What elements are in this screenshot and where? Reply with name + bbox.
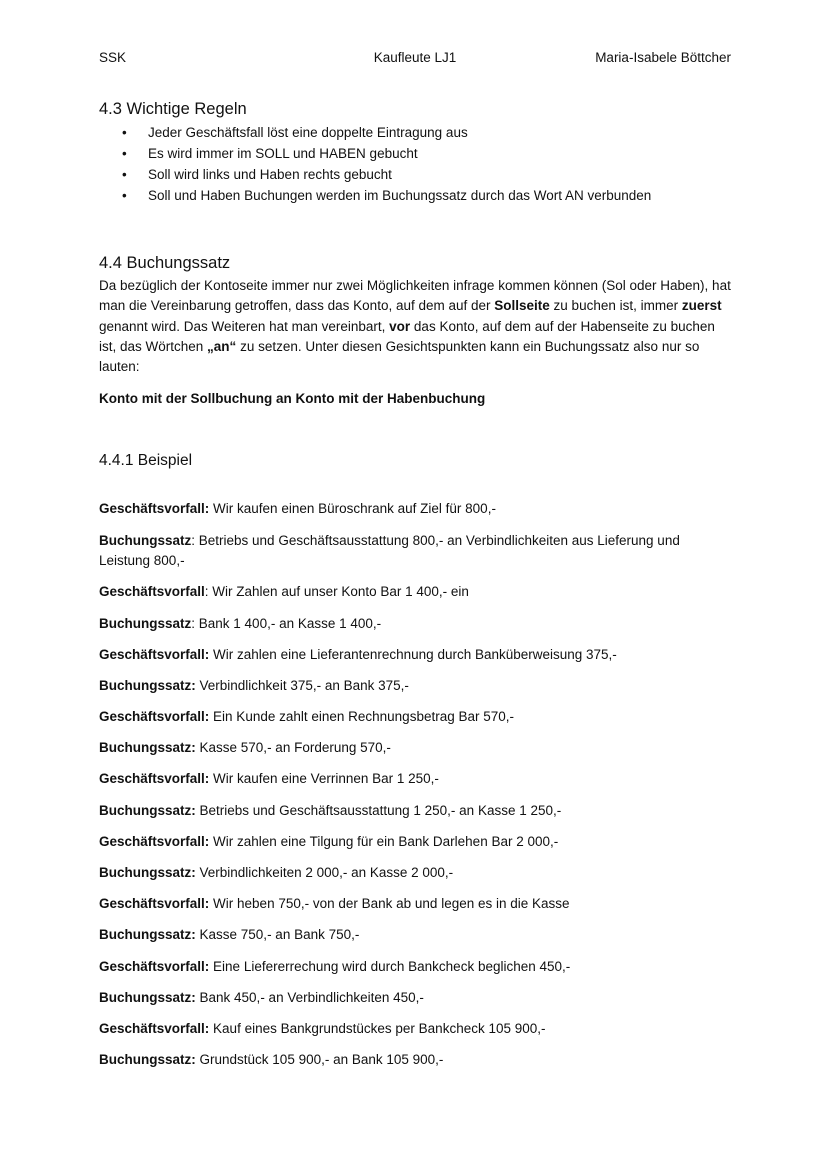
example-text: Verbindlichkeit 375,- an Bank 375,- <box>195 677 409 693</box>
header-center: Kaufleute LJ1 <box>373 50 457 65</box>
example-text: Ein Kunde zahlt einen Rechnungsbetrag Bar 570,- <box>209 709 515 725</box>
paragraph-text: genannt wird. Das Weiteren hat man vereinbart, <box>99 318 390 334</box>
example-row <box>99 499 731 520</box>
example-text: : Betriebs und Geschäftsausstattung 800,- an Verbindlichkeiten aus Lieferung und Leistung 800,- <box>99 532 680 569</box>
paragraph-text: zu setzen. Unter diesen Gesichtspunkten kann ein Buchungssatz also nur so lauten: <box>99 338 700 375</box>
header-right: Maria-Isabele Böttcher <box>595 50 731 65</box>
header-left: SSK <box>99 50 127 65</box>
bullet-icon: • <box>122 146 127 161</box>
example-label: Geschäftsvorfall: <box>99 1020 210 1036</box>
section-beispiel <box>99 450 731 1070</box>
example-row <box>99 676 731 697</box>
bullet-icon: • <box>122 125 127 140</box>
rules-list <box>99 122 731 206</box>
example-label: Geschäftsvorfall: <box>99 501 210 517</box>
example-text: Wir zahlen eine Tilgung für ein Bank Darlehen Bar 2 000,- <box>209 833 559 849</box>
example-label: Buchungssatz: <box>99 989 196 1005</box>
emphasis-text: zuerst <box>681 298 722 314</box>
example-row <box>99 738 731 759</box>
paragraph-text: zu buchen ist, immer <box>549 298 682 314</box>
section-heading: 4.3 Wichtige Regeln <box>99 100 247 118</box>
example-row <box>99 832 731 853</box>
example-row <box>99 531 731 572</box>
example-label: Buchungssatz: <box>99 865 196 881</box>
emphasis-text: Sollseite <box>494 298 550 314</box>
example-text: Betriebs und Geschäftsausstattung 1 250,- an Kasse 1 250,- <box>195 802 562 818</box>
example-label: Buchungssatz <box>99 532 192 548</box>
example-text: Wir kaufen eine Verrinnen Bar 1 250,- <box>209 771 439 787</box>
list-item <box>99 122 731 143</box>
example-row <box>99 925 731 946</box>
example-label: Geschäftsvorfall <box>99 584 205 600</box>
example-row <box>99 1019 731 1040</box>
example-label: Geschäftsvorfall: <box>99 771 210 787</box>
example-text: Wir heben 750,- von der Bank ab und legen es in die Kasse <box>209 896 570 912</box>
example-row <box>99 957 731 978</box>
example-label: Buchungssatz: <box>99 677 196 693</box>
example-label: Geschäftsvorfall: <box>99 833 210 849</box>
list-item-text: Soll und Haben Buchungen werden im Buchungssatz durch das Wort AN verbunden <box>148 188 652 203</box>
example-label: Geschäftsvorfall: <box>99 646 210 662</box>
example-text: : Wir Zahlen auf unser Konto Bar 1 400,- ein <box>204 584 469 600</box>
example-row <box>99 988 731 1009</box>
example-text: Kasse 570,- an Forderung 570,- <box>195 740 391 756</box>
example-text: Eine Liefererrechung wird durch Bankcheck beglichen 450,- <box>209 958 571 974</box>
body-paragraph <box>99 276 731 377</box>
page-header <box>99 50 731 70</box>
example-text: Kasse 750,- an Bank 750,- <box>195 927 360 943</box>
example-row <box>99 645 731 666</box>
list-item <box>99 164 731 185</box>
examples-list <box>99 499 731 1070</box>
example-label: Geschäftsvorfall: <box>99 958 210 974</box>
example-row <box>99 614 731 635</box>
example-label: Geschäftsvorfall: <box>99 896 210 912</box>
example-row <box>99 769 731 790</box>
example-label: Buchungssatz: <box>99 1052 196 1068</box>
list-item-text: Es wird immer im SOLL und HABEN gebucht <box>148 146 418 161</box>
example-label: Buchungssatz: <box>99 740 196 756</box>
example-text: Grundstück 105 900,- an Bank 105 900,- <box>195 1052 444 1068</box>
section-wichtige-regeln <box>99 98 731 206</box>
paragraph-text: Da bezüglich der Kontoseite immer nur zwei Möglichkeiten infrage kommen können (Sol oder Haben), hat man die Vereinbarung getroffen, dass das Konto, auf dem auf der <box>99 278 731 314</box>
list-item-text: Soll wird links und Haben rechts gebucht <box>148 167 392 182</box>
example-row <box>99 707 731 728</box>
example-text: Wir kaufen einen Büroschrank auf Ziel für 800,- <box>209 501 496 517</box>
subsection-heading: 4.4.1 Beispiel <box>99 452 193 470</box>
example-text: Kauf eines Bankgrundstückes per Bankcheck 105 900,- <box>209 1020 546 1036</box>
list-item-text: Jeder Geschäftsfall löst eine doppelte Eintragung aus <box>148 125 468 140</box>
example-label: Geschäftsvorfall: <box>99 709 210 725</box>
paragraph-text: das Konto, auf dem auf der Habenseite zu buchen ist, das Wörtchen <box>99 318 715 354</box>
example-row <box>99 863 731 884</box>
list-item <box>99 143 731 164</box>
emphasis-text: vor <box>389 318 411 334</box>
example-label: Buchungssatz: <box>99 927 196 943</box>
example-row <box>99 801 731 822</box>
example-text: Bank 450,- an Verbindlichkeiten 450,- <box>195 989 424 1005</box>
example-row <box>99 894 731 915</box>
example-text: Wir zahlen eine Lieferantenrechnung durch Banküberweisung 375,- <box>209 646 617 662</box>
section-buchungssatz <box>99 252 731 409</box>
example-text: Verbindlichkeiten 2 000,- an Kasse 2 000,- <box>195 865 454 881</box>
example-row <box>99 1050 731 1071</box>
example-text: : Bank 1 400,- an Kasse 1 400,- <box>191 615 382 631</box>
example-label: Buchungssatz: <box>99 802 196 818</box>
booking-rule: Konto mit der Sollbuchung an Konto mit der Habenbuchung <box>99 391 486 407</box>
bullet-icon: • <box>122 167 127 182</box>
example-label: Buchungssatz <box>99 615 192 631</box>
bullet-icon: • <box>122 188 127 203</box>
emphasis-text: „an“ <box>207 338 237 354</box>
example-row <box>99 582 731 603</box>
document-body <box>99 98 731 1081</box>
list-item <box>99 185 731 206</box>
section-heading: 4.4 Buchungssatz <box>99 254 231 272</box>
